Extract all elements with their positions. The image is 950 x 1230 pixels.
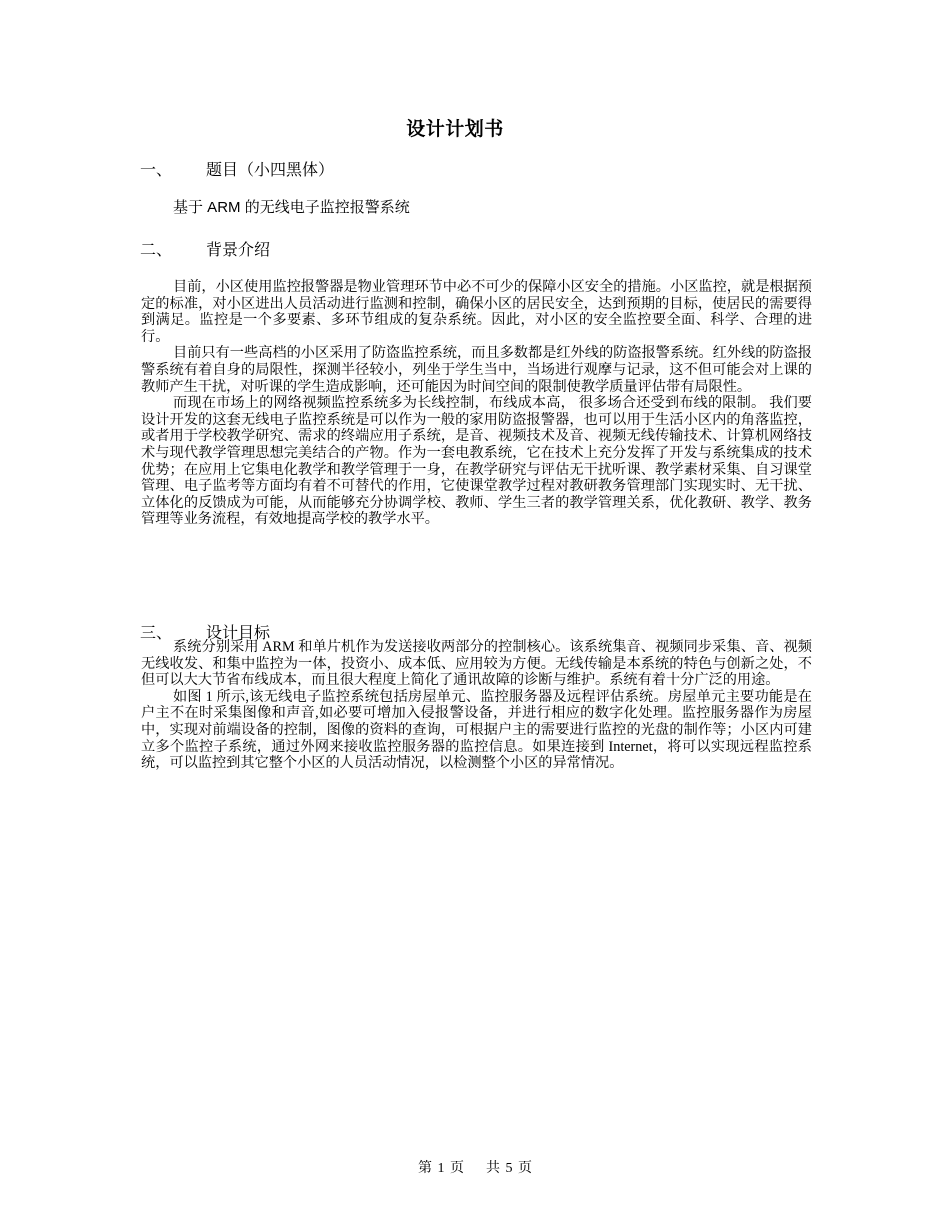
topic-latin: ARM [203,199,245,216]
section-title: 设计目标 [206,623,271,642]
goals-body [141,639,812,772]
paragraph: 目前，小区使用监控报警器是物业管理环节中必不可少的保障小区安全的措施。小区监控，就是根据预定的标准，对小区进出人员活动进行监测和控制，确保小区的居民安全，达到预期的目标，使居民的需要得到满足。监控是一个多要素、多环节组成的复杂系统。因此，对小区的安全监控要全面、科学、合理的进行。 [141,279,812,345]
topic-prefix: 基于 [173,200,204,216]
section-number: 二、 [140,240,173,259]
paragraph: 而现在市场上的网络视频监控系统多为长线控制，布线成本高， 很多场合还受到布线的限制。 我们要设计开发的这套无线电子监控系统是可以作为一般的家用防盗报警器，也可以用于生活小区内的角落监控，或者用于学校教学研究、需求的终端应用子系统，是音、视频技术及音、视频无线传输技术、计算机网络技术与现代教学管理思想完美结合的产物。作为一套电教系统，它在技术上充分发挥了开发与系统集成的技术优势；在应用上它集电化教学和教学管理于一身，在教学研究与评估无干扰听课、教学素材采集、自习课堂管理、电子监考等方面均有着不可替代的作用，它使课堂教学过程对教研教务管理部门实现实时、无干扰、立体化的反馈成为可能，从而能够充分协调学校、教师、学生三者的教学管理关系，优化教研、教学、教务管理等业务流程，有效地提高学校的教学水平。 [141,395,812,528]
topic-suffix: 的无线电子监控报警系统 [244,200,410,216]
section-heading-background [140,237,270,260]
paragraph: 如图 1 所示,该无线电子监控系统包括房屋单元、监控服务器及远程评估系统。房屋单元主要功能是在户主不在时采集图像和声音,如必要可增加入侵报警设备，并进行相应的数字化处理。监控服务器作为房屋中，实现对前端设备的控制，图像的资料的查询，可根据户主的需要进行监控的光盘的制作等；小区内可建立多个监控子系统，通过外网来接收监控服务器的监控信息。如果连接到 Internet，将可以实现远程监控系统，可以监控到其它整个小区的人员活动情况，以检测整个小区的异常情况。 [141,688,812,772]
section-heading-topic [140,157,334,180]
background-body [141,279,812,528]
paragraph: 系统分别采用 ARM 和单片机作为发送接收两部分的控制核心。该系统集音、视频同步采集、音、视频无线收发、和集中监控为一体，投资小、成本低、应用较为方便。无线传输是本系统的特色与创新之处，不但可以大大节省布线成本，而且很大程度上简化了通讯故障的诊断与维护。系统有着十分广泛的用途。 [141,639,812,689]
document-title: 设计计划书 [406,118,504,140]
page-footer: 第 1 页 共 5 页 [418,1161,532,1176]
section-number: 三、 [140,623,173,642]
paragraph: 目前只有一些高档的小区采用了防盗监控系统，而且多数都是红外线的防盗报警系统。红外线的防盗报警系统有着自身的局限性，探测半径较小，列坐于学生当中，当场进行观摩与记录，这不但可能会对上课的教师产生干扰，对听课的学生造成影响，还可能因为时间空间的限制使教学质量评估带有局限性。 [141,345,812,395]
section-title: 题目（小四黑体） [206,160,335,179]
topic-text [173,196,410,217]
section-number: 一、 [140,160,173,179]
section-title: 背景介绍 [206,240,271,259]
